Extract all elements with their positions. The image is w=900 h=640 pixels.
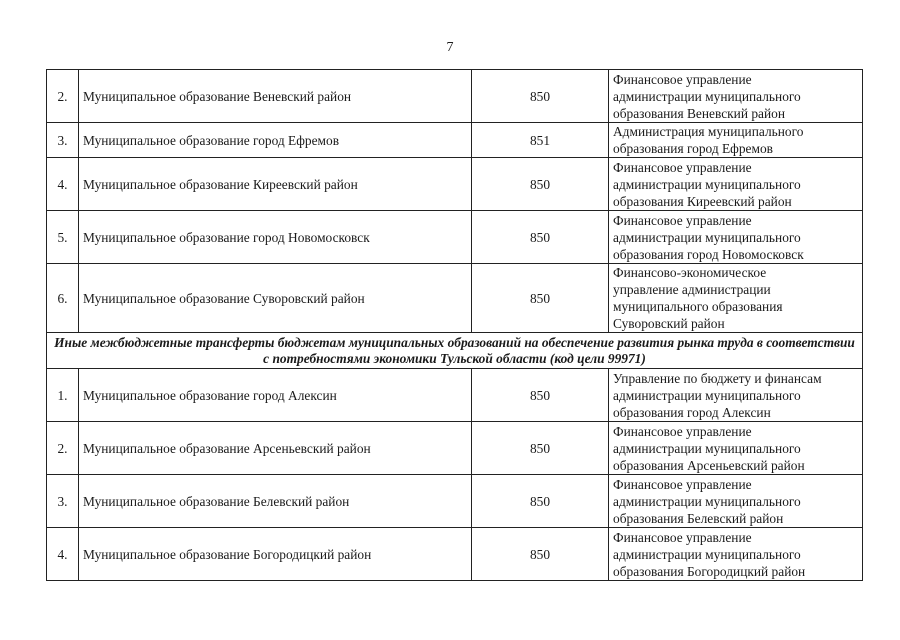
- section-heading-row: [47, 333, 863, 369]
- row-number: 2.: [47, 422, 79, 475]
- table-row: [47, 158, 863, 211]
- budget-code: 850: [472, 70, 609, 123]
- table-row: [47, 422, 863, 475]
- row-number: 5.: [47, 211, 79, 264]
- authority-name: Управление по бюджету и финансам администрации муниципального образования город Алексин: [609, 369, 863, 422]
- row-number: 3.: [47, 123, 79, 158]
- municipality-name: Муниципальное образование Арсеньевский район: [79, 422, 472, 475]
- budget-code: 850: [472, 369, 609, 422]
- municipality-name: Муниципальное образование город Новомосковск: [79, 211, 472, 264]
- budget-code: 850: [472, 264, 609, 333]
- authority-name: Финансовое управление администрации муниципального образования Киреевский район: [609, 158, 863, 211]
- row-number: 3.: [47, 475, 79, 528]
- table-row: [47, 70, 863, 123]
- authority-name: Финансово-экономическое управление администрации муниципального образования Суворовский район: [609, 264, 863, 333]
- table-row: [47, 528, 863, 581]
- table-row: [47, 123, 863, 158]
- authority-name: Администрация муниципального образования город Ефремов: [609, 123, 863, 158]
- authority-name: Финансовое управление администрации муниципального образования город Новомосковск: [609, 211, 863, 264]
- budget-code: 850: [472, 422, 609, 475]
- municipality-name: Муниципальное образование город Ефремов: [79, 123, 472, 158]
- municipality-name: Муниципальное образование Суворовский район: [79, 264, 472, 333]
- municipality-name: Муниципальное образование Киреевский район: [79, 158, 472, 211]
- municipality-name: Муниципальное образование Белевский район: [79, 475, 472, 528]
- row-number: 2.: [47, 70, 79, 123]
- authority-name: Финансовое управление администрации муниципального образования Веневский район: [609, 70, 863, 123]
- budget-code: 850: [472, 528, 609, 581]
- page-number: 7: [446, 40, 454, 55]
- authority-name: Финансовое управление администрации муниципального образования Богородицкий район: [609, 528, 863, 581]
- municipality-name: Муниципальное образование город Алексин: [79, 369, 472, 422]
- table-row: [47, 369, 863, 422]
- budget-code: 850: [472, 211, 609, 264]
- row-number: 4.: [47, 528, 79, 581]
- table-row: [47, 211, 863, 264]
- authority-name: Финансовое управление администрации муниципального образования Белевский район: [609, 475, 863, 528]
- municipality-name: Муниципальное образование Веневский район: [79, 70, 472, 123]
- budget-code: 851: [472, 123, 609, 158]
- row-number: 4.: [47, 158, 79, 211]
- table-row: [47, 264, 863, 333]
- transfers-table: [46, 69, 863, 581]
- row-number: 1.: [47, 369, 79, 422]
- section-heading: Иные межбюджетные трансферты бюджетам муниципальных образований на обеспечение развития рынка труда в соответствии с потребностями экономики Тульской области (код цели 99971): [47, 333, 863, 369]
- budget-code: 850: [472, 475, 609, 528]
- authority-name: Финансовое управление администрации муниципального образования Арсеньевский район: [609, 422, 863, 475]
- row-number: 6.: [47, 264, 79, 333]
- budget-code: 850: [472, 158, 609, 211]
- table-row: [47, 475, 863, 528]
- municipality-name: Муниципальное образование Богородицкий район: [79, 528, 472, 581]
